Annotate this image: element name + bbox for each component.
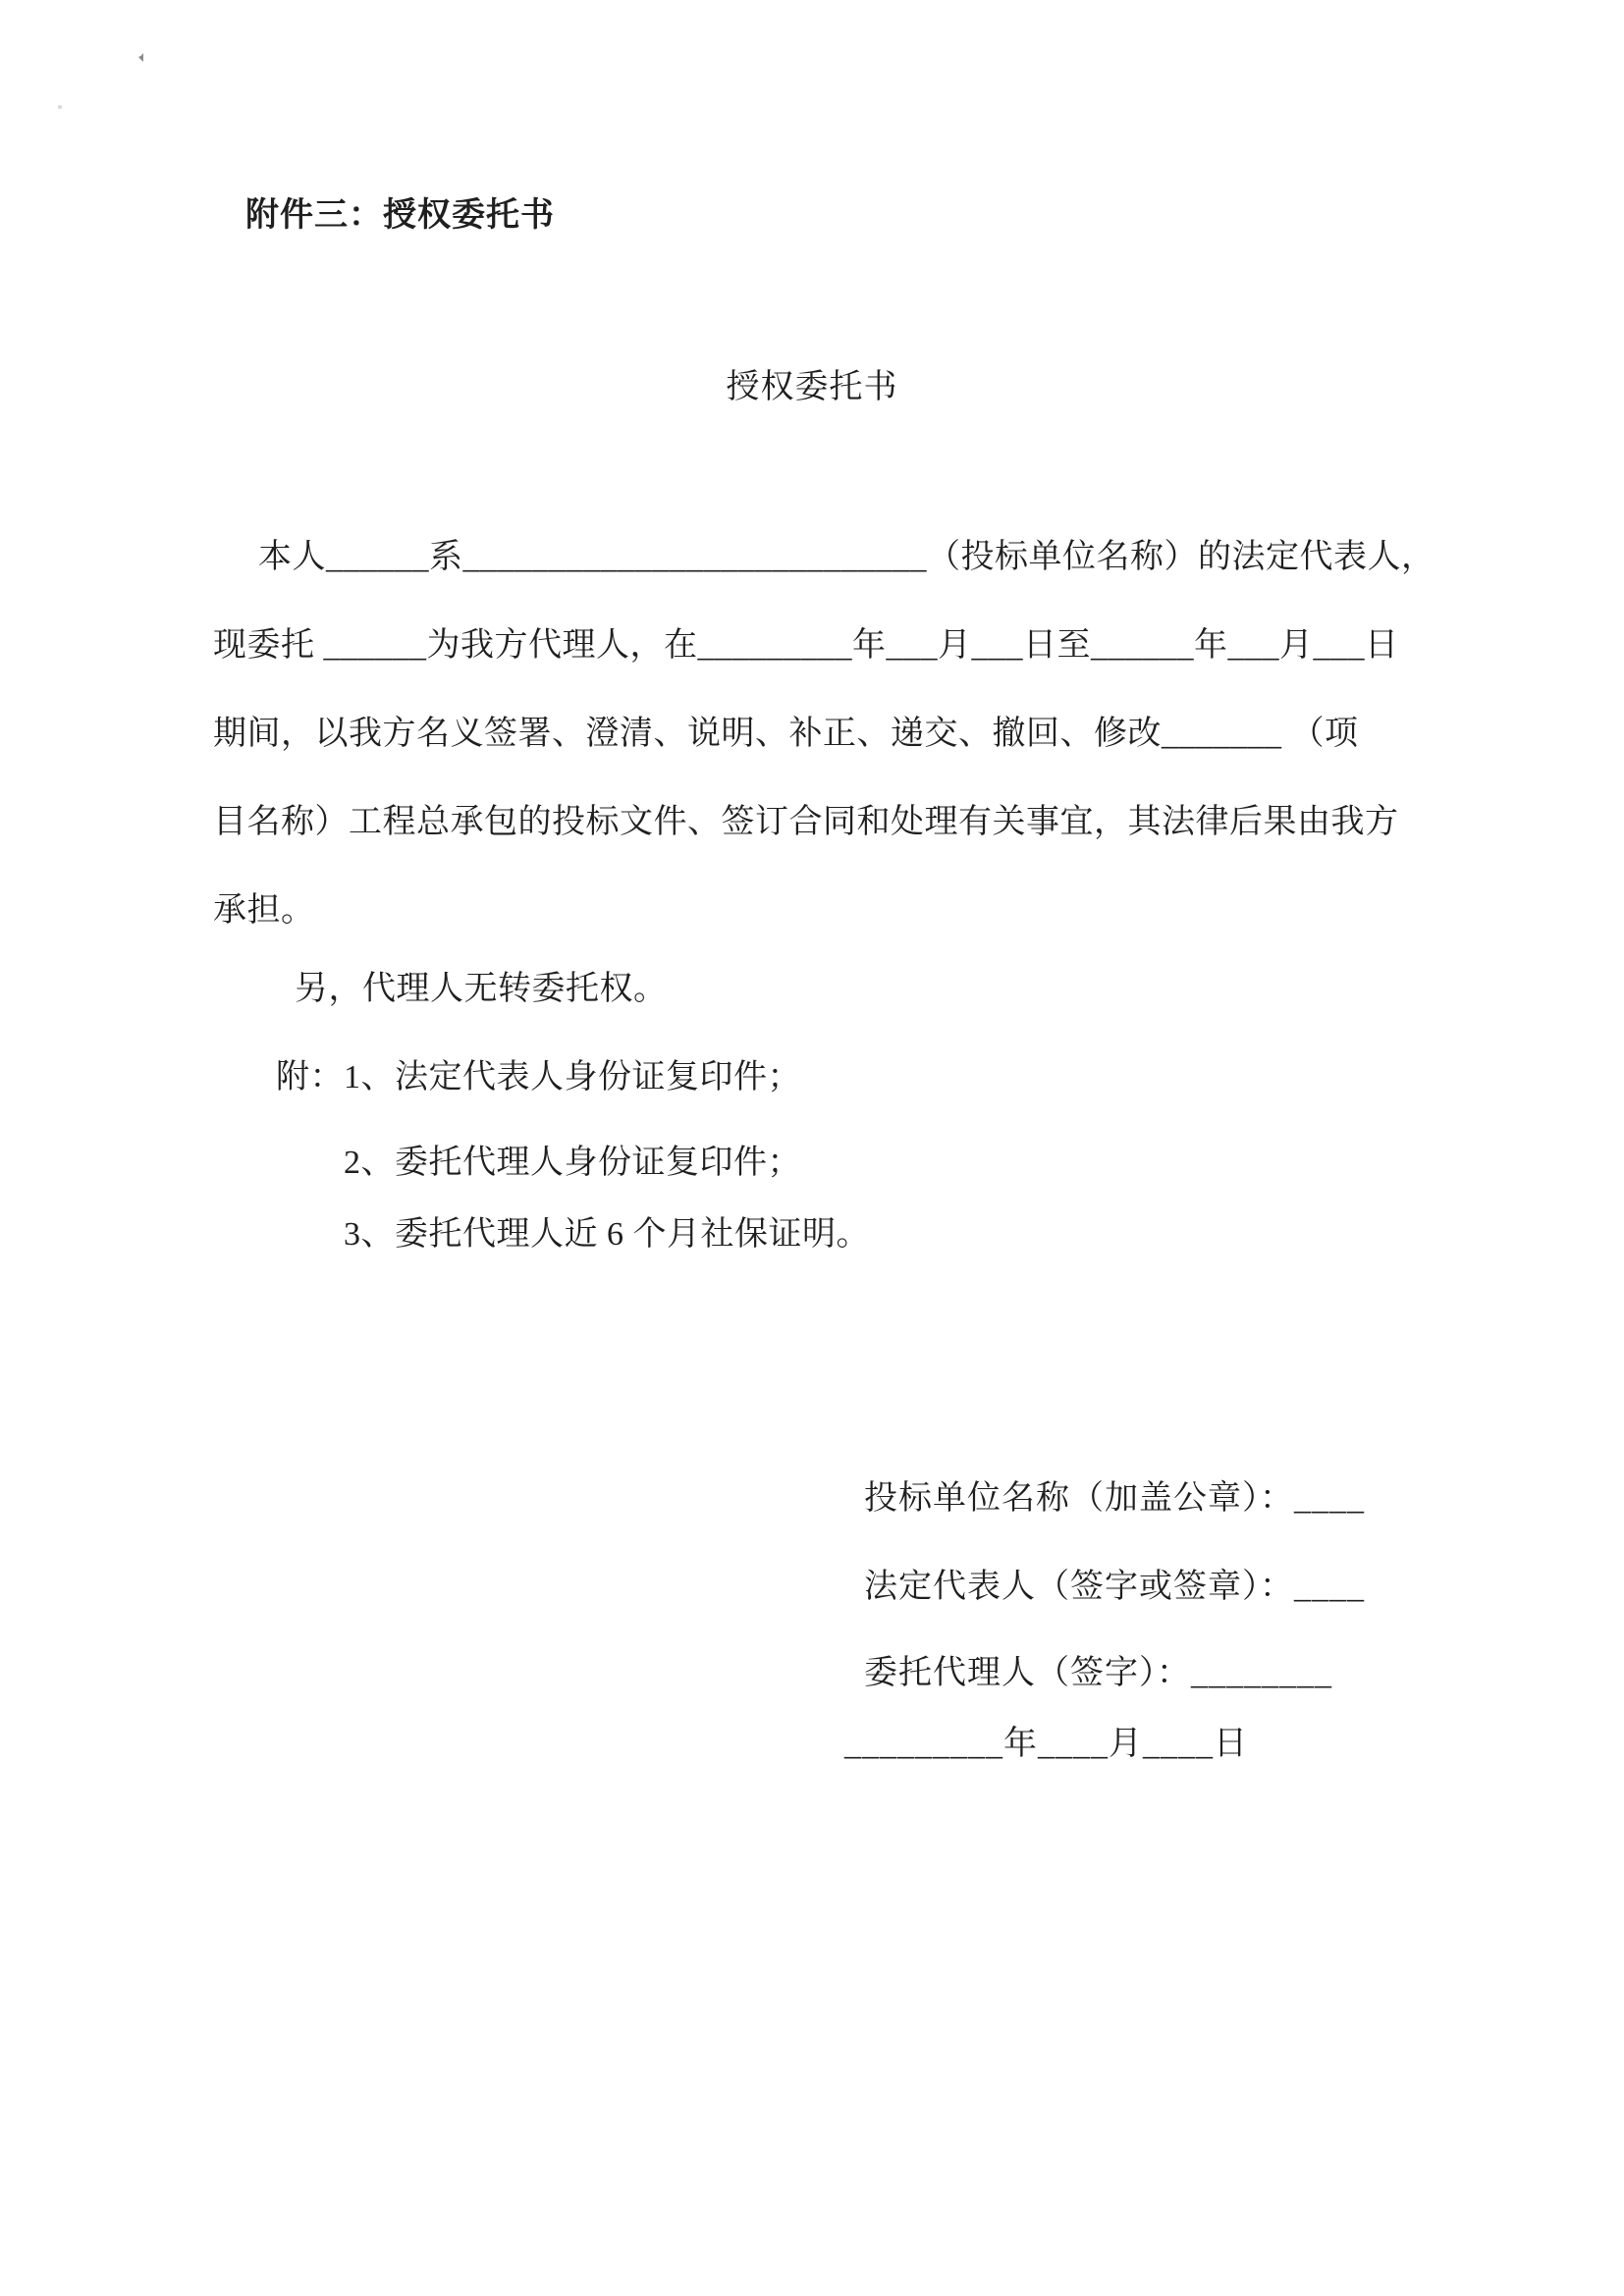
- document-title: 授权委托书: [726, 369, 898, 405]
- signature-agent-line: 委托代理人（签字）：________: [864, 1655, 1332, 1691]
- body-paragraph-line: 现委托 ______为我方代理人，在_________年___月___日至______年___月___日: [213, 627, 1399, 664]
- body-paragraph-line: 期间，以我方名义签署、澄清、说明、补正、递交、撤回、修改_______ （项: [213, 716, 1359, 752]
- body-paragraph-line: 本人______系___________________________（投标单位名称）的法定代表人，: [258, 539, 1435, 575]
- scan-speck: [58, 105, 62, 109]
- note-line: 另，代理人无转委托权。: [295, 971, 668, 1007]
- attachment-list-item: 3、委托代理人近 6 个月社保证明。: [344, 1216, 870, 1253]
- attachment-heading: 附件三：授权委托书: [245, 197, 555, 234]
- body-paragraph-line: 目名称）工程总承包的投标文件、签订合同和处理有关事宜，其法律后果由我方: [213, 804, 1399, 840]
- signature-legal-rep-line: 法定代表人（签字或签章）：____: [864, 1569, 1365, 1605]
- scan-speck: [138, 53, 143, 62]
- attachment-list-item: 附：1、法定代表人身份证复印件；: [276, 1059, 801, 1095]
- signature-company-line: 投标单位名称（加盖公章）：____: [864, 1480, 1365, 1517]
- attachment-list-item: 2、委托代理人身份证复印件；: [344, 1145, 801, 1181]
- body-paragraph-line: 承担。: [213, 892, 315, 929]
- signature-date-line: _________年____月____日: [844, 1726, 1248, 1762]
